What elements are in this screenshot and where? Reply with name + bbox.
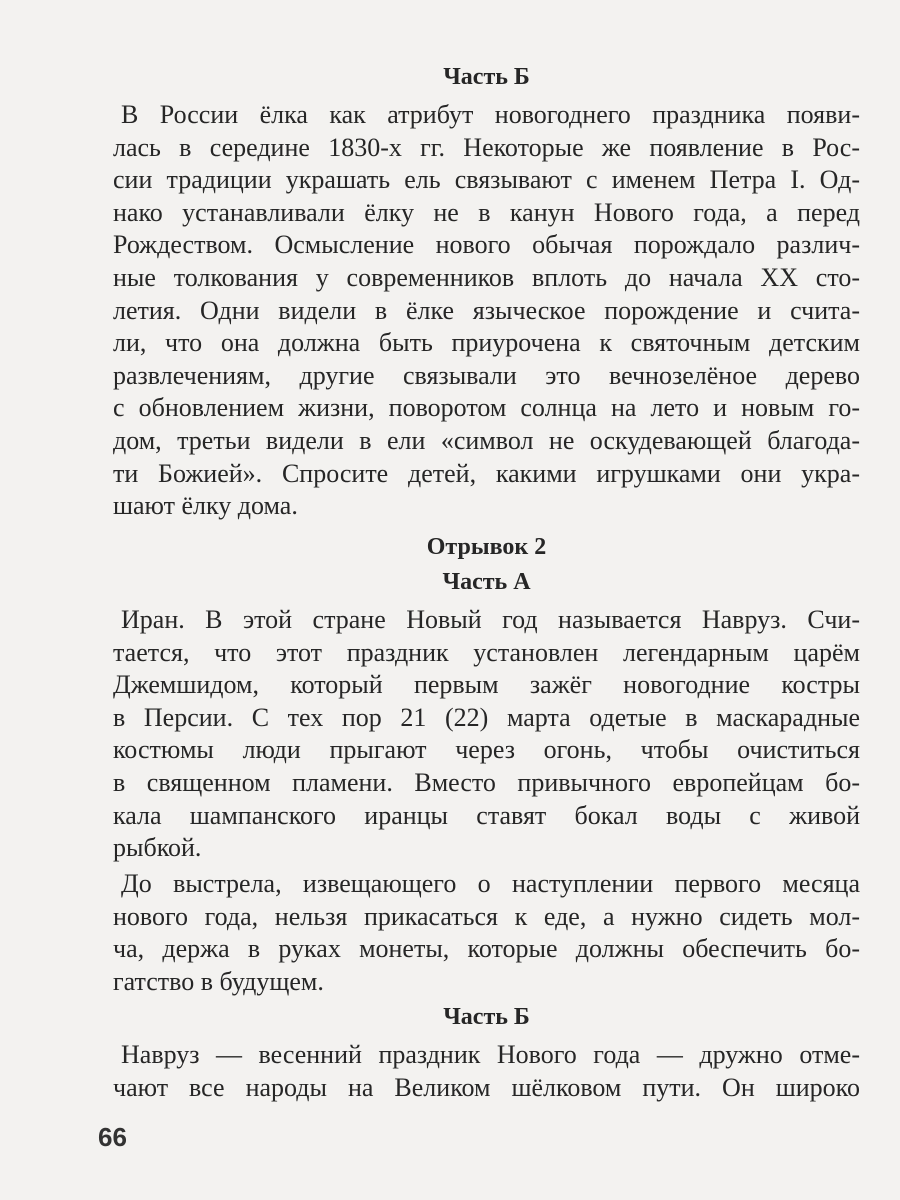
paragraph [113,868,860,998]
text-line: ти Божией». Спросите детей, какими игрушками они укра- [113,458,860,488]
text-line: сии традиции украшать ель связывают с именем Петра I. Од- [113,165,860,195]
text-line: в Персии. С тех пор 21 (22) марта одетые в маскарадные [113,702,860,732]
text-line: с обновлением жизни, поворотом солнца на лето и новым го- [113,393,860,423]
text-line: развлечениям, другие связывали это вечнозелёное дерево [113,360,860,390]
excerpt-heading: Отрывок 2 [426,534,547,560]
paragraph [113,99,860,523]
paragraph [113,1039,860,1104]
section-heading: Часть Б [443,1004,530,1030]
text-line: нако устанавливали ёлку не в канун Нового года, а перед [113,197,860,227]
text-line: костюмы люди прыгают через огонь, чтобы очиститься [113,735,860,765]
text-line: в священном пламени. Вместо привычного европейцам бо- [113,767,860,797]
text-line: нового года, нельзя прикасаться к еде, а нужно сидеть мол- [113,901,860,931]
text-line: Навруз — весенний праздник Нового года — дружно отме- [121,1040,860,1069]
section-heading: Часть А [442,569,531,595]
page-number: 66 [98,1122,127,1152]
text-line: кала шампанского иранцы ставят бокал воды с живой [113,800,860,830]
text-line: тается, что этот праздник установлен легендарным царём [113,637,860,667]
text-line: шают ёлку дома. [113,491,298,521]
text-line: ча, держа в руках монеты, которые должны обеспечить бо- [113,934,860,964]
text-line: ли, что она должна быть приурочена к святочным детским [113,328,860,358]
text-line: лась в середине 1830-х гг. Некоторые же появление в Рос- [113,132,860,162]
text-line: Джемшидом, который первым зажёг новогодние костры [113,670,860,700]
text-line: летия. Одни видели в ёлке языческое порождение и счита- [113,295,860,325]
text-line: Иран. В этой стране Новый год называется Навруз. Счи- [121,605,860,634]
text-line: гатство в будущем. [113,966,324,996]
section-heading: Часть Б [443,64,530,90]
text-line: В России ёлка как атрибут новогоднего праздника появи- [121,100,860,129]
text-line: дом, третьи видели в ели «символ не оскудевающей благода- [113,425,860,455]
text-line: рыбкой. [113,833,202,863]
text-line: чают все народы на Великом шёлковом пути. Он широко [113,1072,860,1102]
text-line: До выстрела, извещающего о наступлении первого месяца [121,869,860,898]
paragraph [113,604,860,865]
text-line: ные толкования у современников вплоть до начала XX сто- [113,262,860,292]
text-line: Рождеством. Осмысление нового обычая порождало различ- [113,230,860,260]
